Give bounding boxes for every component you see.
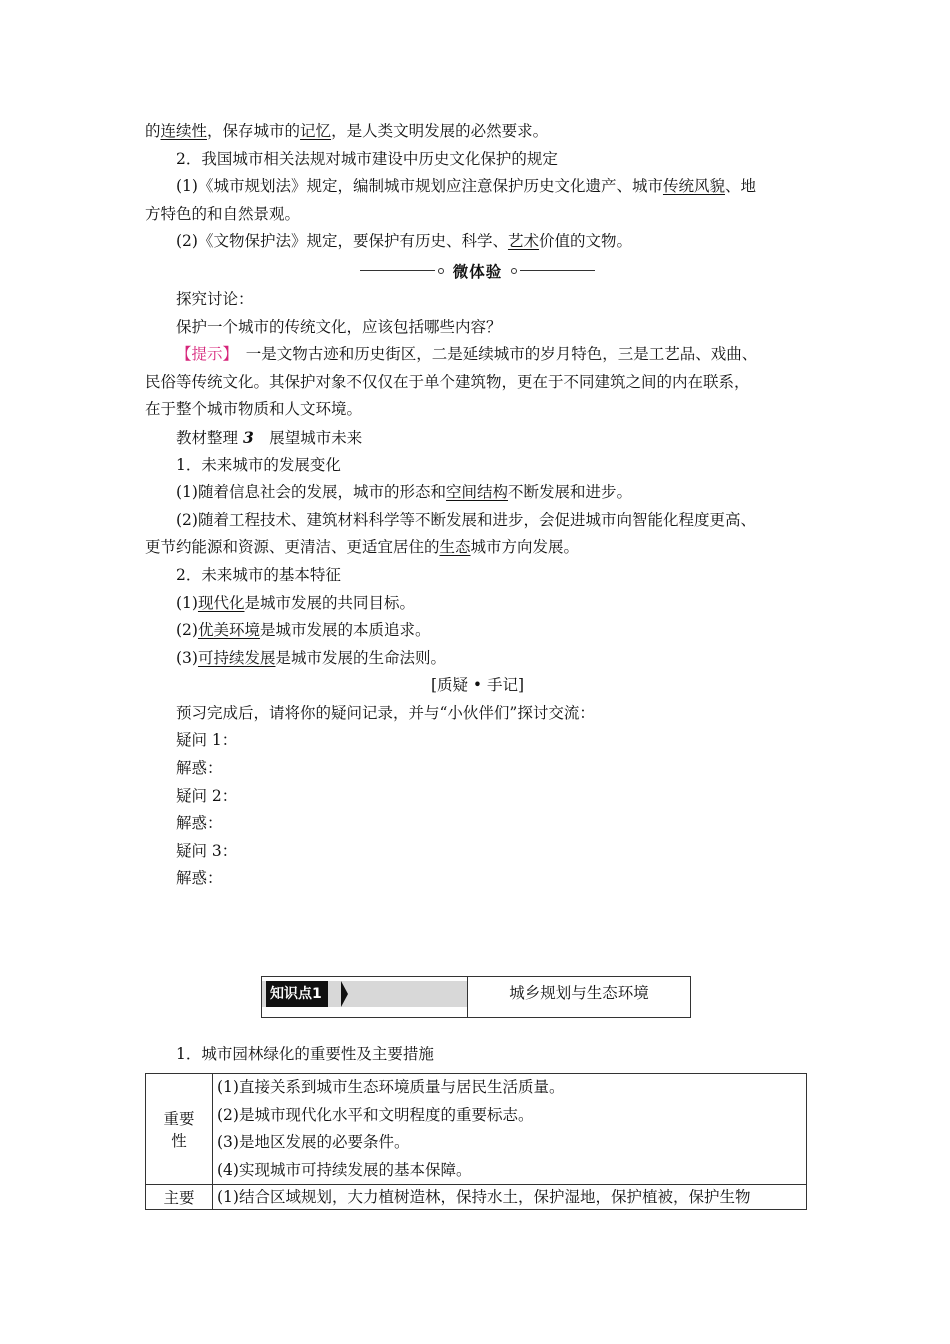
- paragraph-line: 方特色的和自然景观。: [145, 204, 301, 223]
- paragraph-line: 更节约能源和资源、更清洁、更适宜居住的生态城市方向发展。: [145, 538, 580, 557]
- table-row: [146, 1185, 807, 1210]
- table-cell-line: (1)结合区域规划，大力植树造林，保持水土，保护湿地，保护植被，保护生物: [217, 1188, 751, 1207]
- paragraph-line: (1)《城市规划法》规定，编制城市规划应注意保护历史文化遗产、城市传统风貌、地: [176, 177, 756, 196]
- divider-rule: [520, 270, 595, 271]
- paragraph-line: 【提示】 一是文物古迹和历史街区，二是延续城市的岁月特色，三是工艺品、戏曲、: [176, 345, 758, 364]
- key-term: 可持续发展: [197, 648, 276, 667]
- paragraph-line: 保护一个城市的传统文化，应该包括哪些内容？: [176, 317, 502, 336]
- divider-dot: [438, 268, 444, 274]
- paragraph-line: (3)可持续发展是城市发展的生命法则。: [176, 648, 446, 667]
- row-header: 主要: [146, 1185, 213, 1210]
- numbered-heading: 2．未来城市的基本特征: [176, 565, 341, 584]
- divider-rule: [360, 270, 435, 271]
- key-term: 传统风貌: [662, 177, 725, 196]
- table-cell-line: (2)是城市现代化水平和文明程度的重要标志。: [217, 1105, 534, 1124]
- numbered-heading: 1．未来城市的发展变化: [176, 455, 341, 474]
- paragraph-line: (2)优美环境是城市发展的本质追求。: [176, 621, 431, 640]
- hint-label: 【提示】: [176, 345, 231, 364]
- answer-label: 解惑：: [176, 869, 223, 888]
- paragraph-line: 探究讨论：: [176, 289, 254, 308]
- numbered-heading: 2．我国城市相关法规对城市建设中历史文化保护的规定: [176, 149, 558, 168]
- answer-label: 解惑：: [176, 759, 223, 778]
- paragraph-line: (2)随着工程技术、建筑材料科学等不断发展和进步，会促进城市向智能化程度更高、: [176, 510, 756, 529]
- row-header: 重要 性: [146, 1074, 213, 1185]
- key-term: 艺术: [507, 232, 539, 251]
- paragraph-line: 的连续性，保存城市的记忆，是人类文明发展的必然要求。: [145, 122, 549, 140]
- knowledge-point-title: 城乡规划与生态环境: [509, 984, 649, 1002]
- key-term: 连续性: [160, 122, 208, 140]
- measures-table: [145, 1073, 807, 1210]
- numbered-heading: 1．城市园林绿化的重要性及主要措施: [176, 1045, 434, 1063]
- arrow-icon: [341, 981, 348, 1007]
- notes-title: [质疑 • 手记]: [430, 676, 525, 695]
- divider-dot: [511, 268, 517, 274]
- paragraph-line: 在于整个城市物质和人文环境。: [145, 400, 363, 419]
- table-cell-line: (3)是地区发展的必要条件。: [217, 1133, 410, 1152]
- key-term: 记忆: [300, 122, 332, 140]
- divider-title: 微体验: [452, 261, 503, 281]
- answer-label: 解惑：: [176, 814, 223, 833]
- key-term: 现代化: [197, 593, 245, 612]
- table-cell-line: (1)直接关系到城市生态环境质量与居民生活质量。: [217, 1078, 565, 1096]
- key-term: 生态: [439, 538, 471, 557]
- table-cell-line: (4)实现城市可持续发展的基本保障。: [217, 1160, 472, 1179]
- question-label: 疑问 3：: [176, 841, 238, 860]
- key-term: 优美环境: [197, 621, 260, 640]
- paragraph-line: (1)现代化是城市发展的共同目标。: [176, 593, 415, 612]
- paragraph-line: (1)随着信息社会的发展，城市的形态和空间结构不断发展和进步。: [176, 483, 632, 502]
- paragraph-line: 民俗等传统文化。其保护对象不仅仅在于单个建筑物，更在于不同建筑之间的内在联系，: [145, 372, 750, 391]
- paragraph-line: 预习完成后，请将你的疑问记录，并与“小伙伴们”探讨交流：: [176, 703, 595, 722]
- question-label: 疑问 2：: [176, 786, 238, 805]
- key-term: 空间结构: [445, 483, 508, 502]
- table-row: [146, 1074, 807, 1185]
- text-body: [145, 118, 810, 893]
- micro-experience-divider: [145, 256, 810, 286]
- section-heading: 教材整理 3 展望城市未来: [176, 427, 363, 447]
- question-label: 疑问 1：: [176, 731, 238, 750]
- knowledge-point-tag: 知识点1: [266, 981, 328, 1007]
- paragraph-line: (2)《文物保护法》规定，要保护有历史、科学、艺术价值的文物。: [176, 232, 632, 251]
- knowledge-point-banner: [261, 976, 691, 1018]
